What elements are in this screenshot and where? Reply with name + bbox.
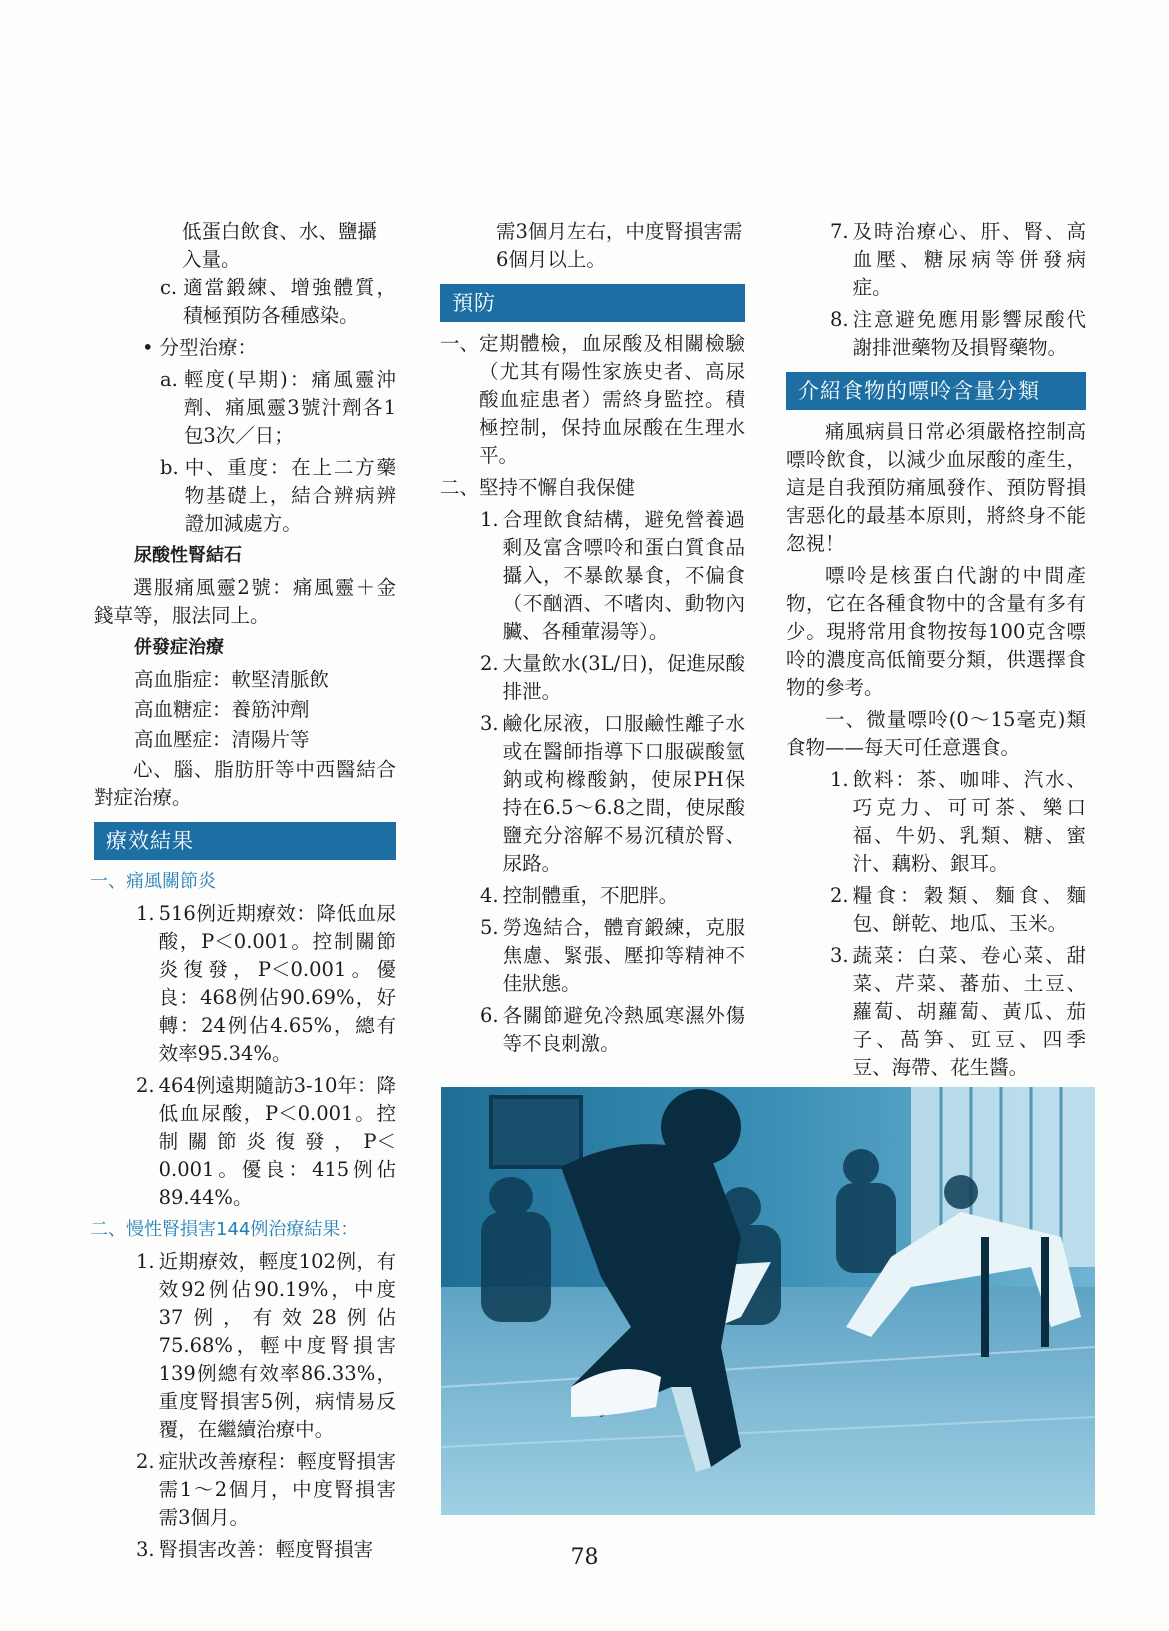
item-label: 6. xyxy=(480,1004,499,1027)
bullet-item xyxy=(94,334,396,362)
item-text: 輕度(早期)：痛風靈沖劑、痛風靈3號汁劑各1包3次／日； xyxy=(183,368,396,447)
list-item xyxy=(786,306,1086,362)
list-item xyxy=(94,1448,396,1532)
list-item xyxy=(94,900,396,1068)
item-label: 1. xyxy=(136,1250,155,1273)
page-number: 78 xyxy=(570,1545,599,1570)
item-label: 1. xyxy=(480,508,499,531)
item-text: 注意避免應用影響尿酸代謝排泄藥物及損腎藥物。 xyxy=(852,308,1086,359)
list-item xyxy=(440,1002,745,1058)
section-heading-prevention: 預防 xyxy=(440,284,745,322)
item-label: 一、 xyxy=(440,332,480,355)
subheading-kidney-stone: 尿酸性腎結石 xyxy=(134,545,242,566)
item-label: 7. xyxy=(830,220,849,243)
item-label: 3. xyxy=(830,944,849,967)
paragraph: 痛風病員日常必須嚴格控制高嘌呤飲食，以減少血尿酸的產生，這是自我預防痛風發作、預防腎損害惡化的最基本原則，將終身不能忽視！ xyxy=(786,420,1086,555)
item-text: 近期療效，輕度102例，有效92例佔90.19%，中度37例，有效28例佔75.68%，輕中度腎損害139例總有效率86.33%，重度腎損害5例，病情易反覆，在繼續治療中。 xyxy=(158,1250,396,1441)
list-item xyxy=(94,1072,396,1212)
item-label: a. xyxy=(160,368,178,391)
exercise-class-photo xyxy=(441,1087,1095,1515)
item-label: 2. xyxy=(136,1450,155,1473)
blue-subheading: 一、痛風關節炎 xyxy=(90,871,216,892)
item-label: 8. xyxy=(830,308,849,331)
column-left xyxy=(90,218,396,1568)
list-item-b xyxy=(94,454,396,538)
item-text: 堅持不懈自我保健 xyxy=(479,476,636,499)
photo-illustration xyxy=(441,1087,1095,1515)
list-item xyxy=(440,914,745,998)
item-text: 定期體檢，血尿酸及相關檢驗（尤其有陽性家族史者、高尿酸血症患者）需終身監控。積極控制，保持血尿酸在生理水平。 xyxy=(479,332,745,467)
blue-subheading: 二、慢性腎損害144例治療結果： xyxy=(90,1219,359,1240)
item-label: 2. xyxy=(136,1074,155,1097)
list-item xyxy=(786,218,1086,302)
item-text: 適當鍛練、增強體質，積極預防各種感染。 xyxy=(183,276,396,327)
list-item-c xyxy=(94,274,396,330)
item-text: 464例遠期隨訪3-10年：降低血尿酸，P＜0.001。控制關節炎復發，P＜0.001。優良：415例佔89.44%。 xyxy=(158,1074,396,1209)
section-heading-purine: 介紹食物的嘌呤含量分類 xyxy=(786,372,1086,410)
item-label: 5. xyxy=(480,916,499,939)
section-heading-results: 療效結果 xyxy=(94,822,396,860)
item-text: 糧食：穀類、麵食、麵包、餅乾、地瓜、玉米。 xyxy=(852,884,1086,935)
list-item xyxy=(440,650,745,706)
item-label: b. xyxy=(160,456,179,479)
paragraph: 一、微量嘌呤(0～15毫克)類食物——每天可任意選食。 xyxy=(786,708,1086,759)
list-item xyxy=(786,942,1086,1082)
item-label: 1. xyxy=(830,768,849,791)
list-item xyxy=(786,766,1086,878)
item-label: 3. xyxy=(136,1538,155,1561)
item-text: 飲料：茶、咖啡、汽水、巧克力、可可茶、樂口福、牛奶、乳類、糖、蜜汁、藕粉、銀耳。 xyxy=(852,768,1086,875)
list-item xyxy=(786,882,1086,938)
item-label: 1. xyxy=(136,902,155,925)
item-label: c. xyxy=(160,276,178,299)
item-text: 分型治療： xyxy=(159,336,258,359)
paragraph: 嘌呤是核蛋白代謝的中間產物，它在各種食物中的含量有多有少。現將常用食物按每100克含嘌呤的濃度高低簡要分類，供選擇食物的參考。 xyxy=(786,564,1086,699)
item-text: 及時治療心、肝、腎、高血壓、糖尿病等併發病症。 xyxy=(852,220,1086,299)
paragraph: 心、腦、脂肪肝等中西醫結合對症治療。 xyxy=(94,758,396,809)
text-line: 高血壓症：清陽片等 xyxy=(134,728,310,751)
item-text: 合理飲食結構，避免營養過剩及富含嘌呤和蛋白質食品攝入，不暴飲暴食，不偏食（不酗酒、不嗜肉、動物內臟、各種葷湯等）。 xyxy=(502,508,745,643)
column-right xyxy=(786,218,1086,1086)
item-text: 中、重度：在上二方藥物基礎上，結合辨病辨證加減處方。 xyxy=(184,456,396,535)
item-label: 2. xyxy=(830,884,849,907)
item-label: 二、 xyxy=(440,476,480,499)
continued-text: 需3個月左右，中度腎損害需6個月以上。 xyxy=(496,220,743,271)
bullet-icon: • xyxy=(142,336,154,359)
list-item xyxy=(440,474,745,502)
item-label: 2. xyxy=(480,652,499,675)
paragraph: 選服痛風靈2號：痛風靈＋金錢草等，服法同上。 xyxy=(94,576,396,627)
subheading-complications: 併發症治療 xyxy=(134,637,224,658)
list-item xyxy=(440,882,745,910)
item-text: 鹼化尿液，口服鹼性離子水或在醫師指導下口服碳酸氫鈉或枸橼酸鈉，使尿PH保持在6.5～6.8之間，使尿酸鹽充分溶解不易沉積於腎、尿路。 xyxy=(502,712,745,875)
item-text: 症狀改善療程：輕度腎損害需1～2個月，中度腎損害需3個月。 xyxy=(158,1450,396,1529)
text-line: 高血糖症：養筋沖劑 xyxy=(134,698,310,721)
continued-text: 低蛋白飲食、水、鹽攝入量。 xyxy=(182,220,378,271)
item-label: 4. xyxy=(480,884,499,907)
item-text: 蔬菜：白菜、卷心菜、甜菜、芹菜、蕃茄、土豆、蘿蔔、胡蘿蔔、黃瓜、茄子、萵笋、豇豆、四季豆、海帶、花生醬。 xyxy=(852,944,1086,1079)
item-text: 腎損害改善：輕度腎損害 xyxy=(158,1538,374,1561)
list-item xyxy=(440,330,745,470)
item-label: 3. xyxy=(480,712,499,735)
list-item-a xyxy=(94,366,396,450)
column-middle xyxy=(440,218,745,1062)
list-item xyxy=(94,1248,396,1444)
list-item xyxy=(440,710,745,878)
item-text: 控制體重，不肥胖。 xyxy=(502,884,679,907)
item-text: 大量飲水(3L/日)，促進尿酸排泄。 xyxy=(502,652,745,703)
item-text: 勞逸結合，體育鍛練，克服焦慮、緊張、壓抑等精神不佳狀態。 xyxy=(502,916,745,995)
item-text: 各關節避免冷熱風寒濕外傷等不良刺激。 xyxy=(502,1004,745,1055)
list-item xyxy=(440,506,745,646)
text-line: 高血脂症：軟堅清脈飲 xyxy=(134,668,330,691)
item-text: 516例近期療效：降低血尿酸，P＜0.001。控制關節炎復發，P＜0.001。優良：468例佔90.69%，好轉：24例佔4.65%，總有效率95.34%。 xyxy=(158,902,396,1065)
